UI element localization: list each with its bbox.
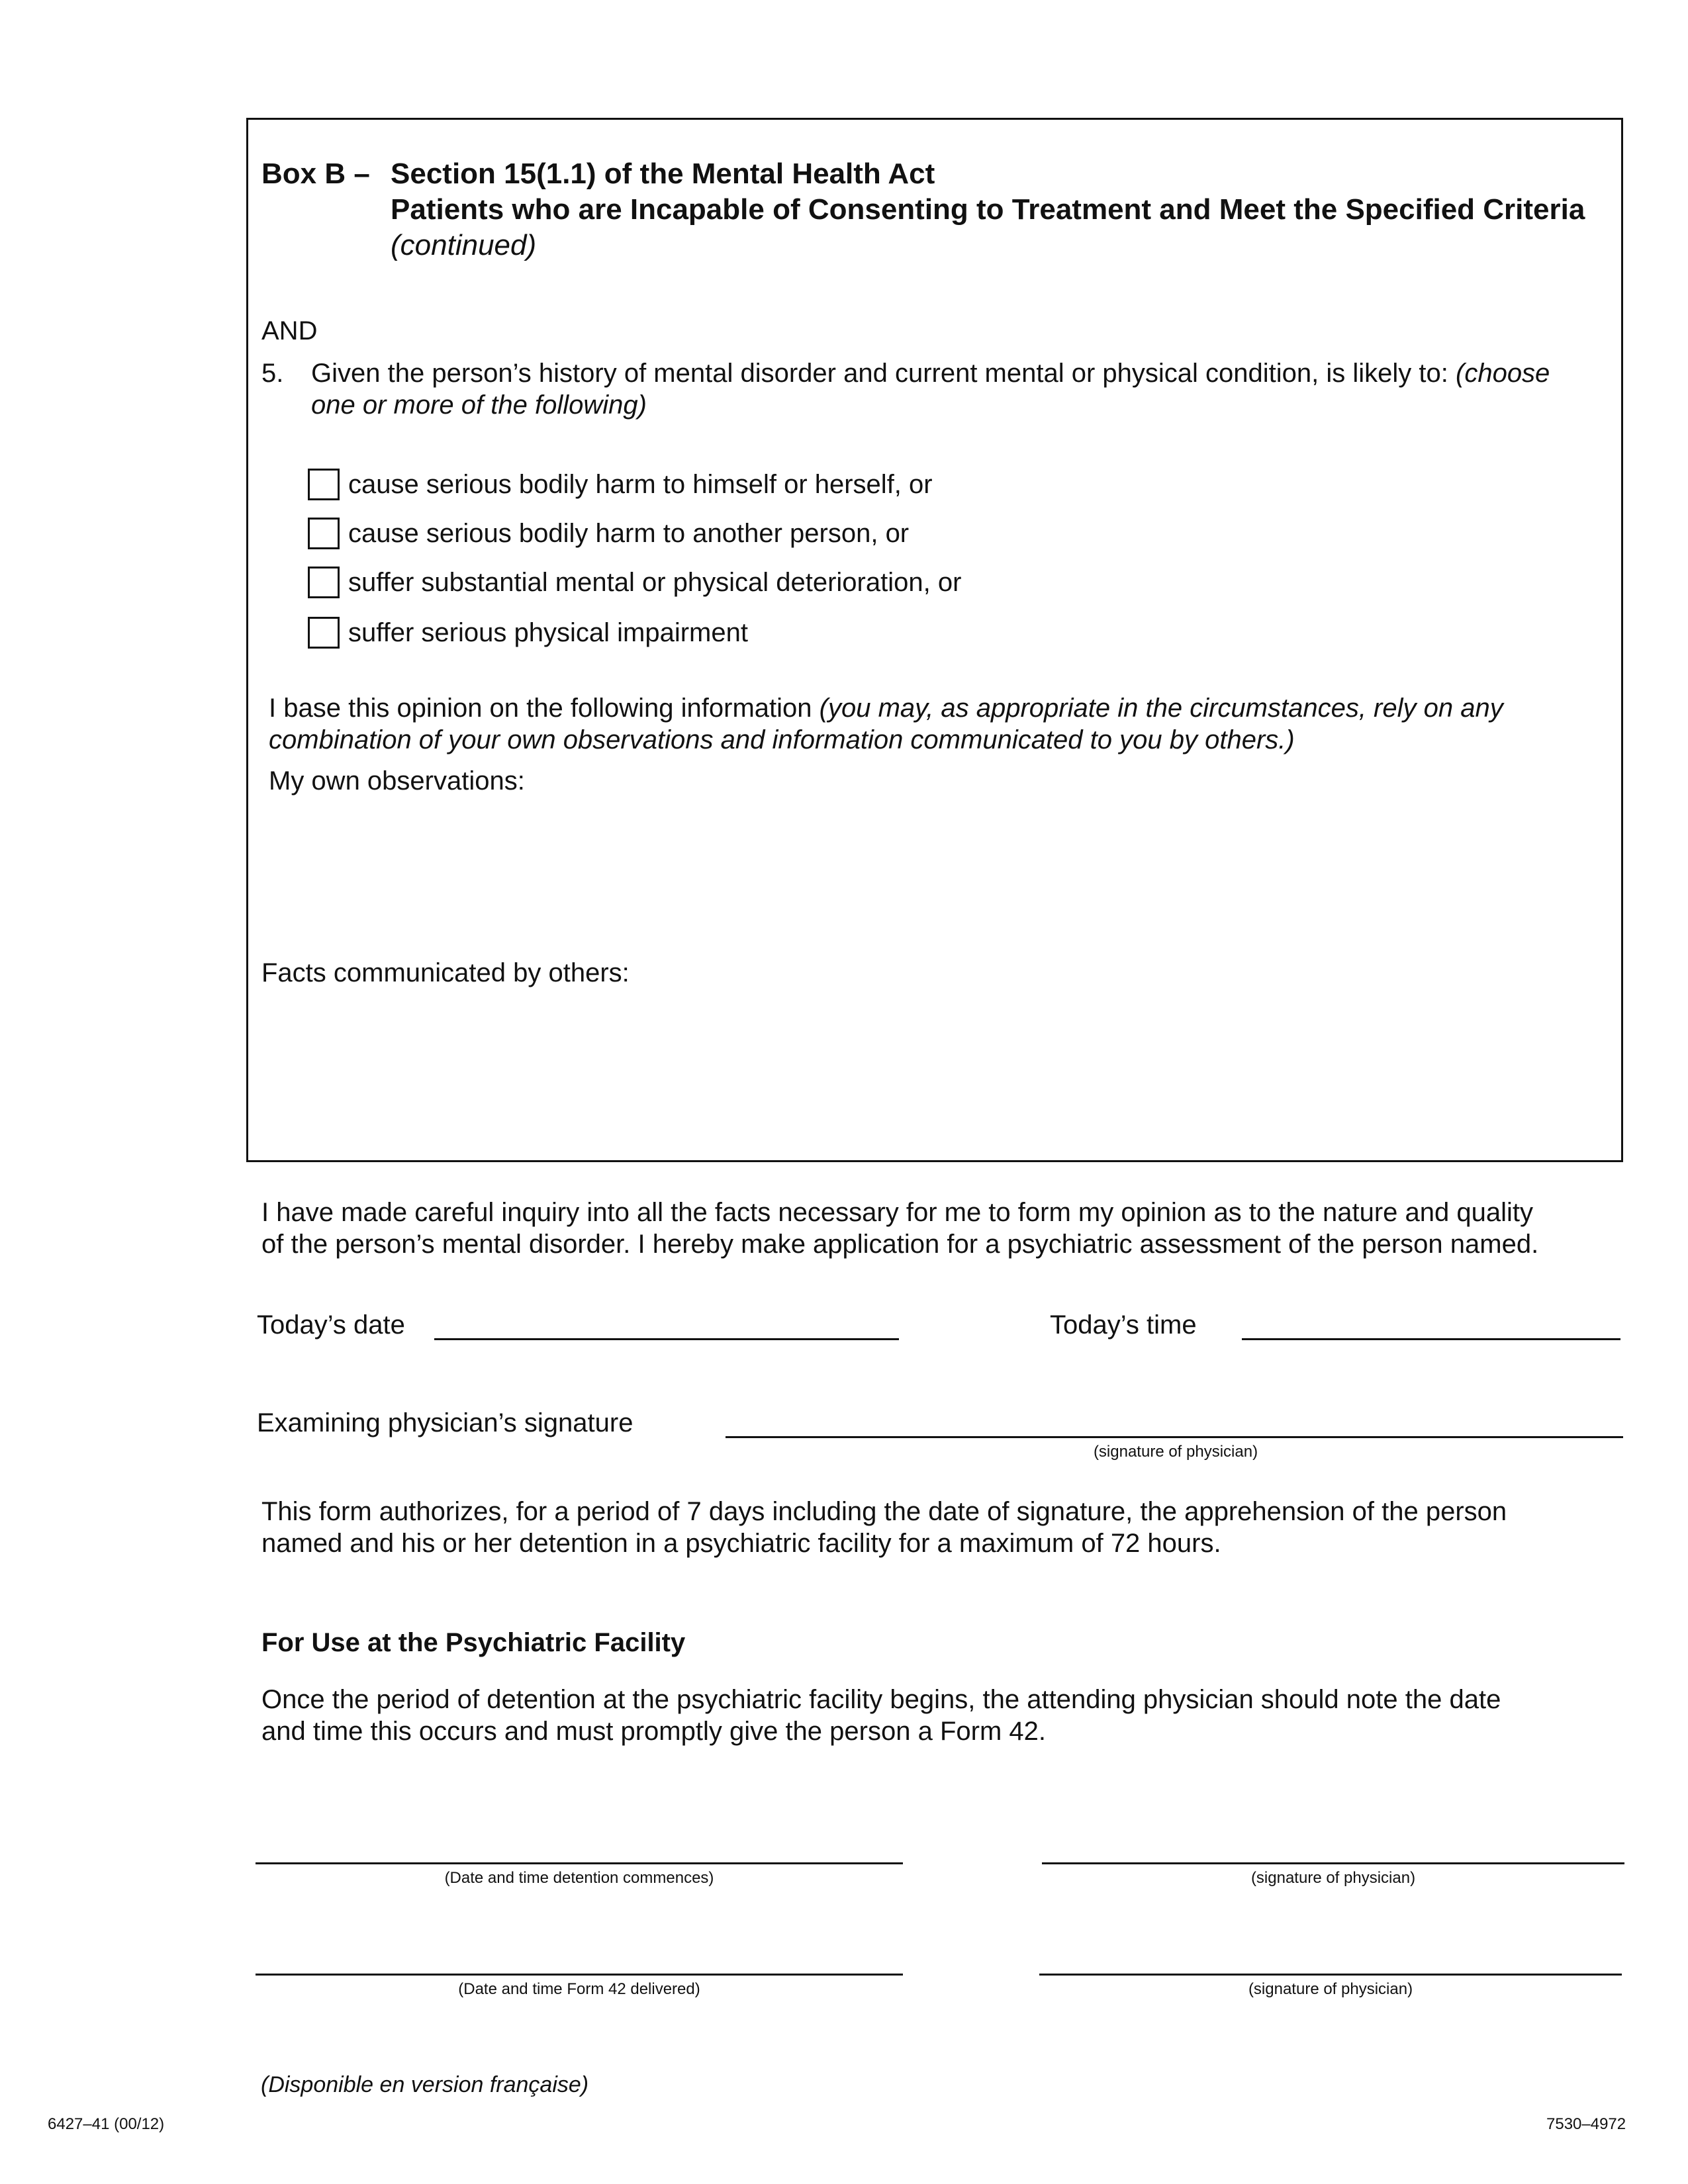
detention-commences-field[interactable] [256,1862,903,1864]
french-version-note: (Disponible en version française) [261,2072,589,2097]
box-b-label: Box B – [261,158,370,190]
own-observations-label: My own observations: [269,766,525,796]
signature-label: Examining physician’s signature [257,1408,633,1437]
option-harm-others-label: cause serious bodily harm to another person, or [348,519,910,548]
todays-date-field[interactable] [434,1338,899,1340]
signature-caption-2: (signature of physician) [1250,1869,1416,1887]
form42-delivered-field[interactable] [256,1974,903,1976]
authorization-line2: named and his or her detention in a psychiatric facility for a maximum of 72 hours. [261,1529,1221,1558]
box-b-title-continued: (continued) [391,229,537,261]
option-self-harm-checkbox[interactable] [308,469,340,500]
facility-heading: For Use at the Psychiatric Facility [261,1628,686,1657]
facts-area[interactable] [261,994,1592,1146]
facts-label: Facts communicated by others: [261,958,630,987]
form-code-right: 7530–4972 [1546,2115,1626,2133]
detention-commences-caption: (Date and time detention commences) [444,1869,714,1887]
todays-time-field[interactable] [1242,1338,1620,1340]
option-harm-others-checkbox[interactable] [308,518,340,549]
own-observations-area[interactable] [269,802,1593,948]
todays-date-label: Today’s date [257,1310,405,1340]
signature-caption: (signature of physician) [1093,1443,1258,1461]
basis-intro: I base this opinion on the following information [269,694,812,723]
declaration-line2: of the person’s mental disorder. I hereby make application for a psychiatric assessment of the person named. [261,1230,1539,1259]
facility-line2: and time this occurs and must promptly give the person a Form 42. [261,1717,1046,1746]
signature-field-3[interactable] [1039,1974,1622,1976]
option-physical-impairment-label: suffer serious physical impairment [348,618,748,647]
signature-caption-3: (signature of physician) [1248,1980,1413,1998]
basis-italic-part1: (you may, as appropriate in the circumstances, rely on any [819,694,1503,723]
and-label: AND [261,316,318,345]
authorization-line1: This form authorizes, for a period of 7 days including the date of signature, the apprehension of the person [261,1497,1507,1526]
item5-choose-part1: (choose [1456,359,1550,388]
box-b-title-line1: Section 15(1.1) of the Mental Health Act [391,158,935,190]
basis-line1 [269,692,1503,724]
declaration-line1: I have made careful inquiry into all the facts necessary for me to form my opinion as to the nature and quality [261,1198,1533,1227]
facility-line1: Once the period of detention at the psychiatric facility begins, the attending physician should note the date [261,1685,1501,1714]
option-deterioration-checkbox[interactable] [308,567,340,598]
item5-text: Given the person’s history of mental disorder and current mental or physical condition, is likely to: [311,359,1448,388]
form42-delivered-caption: (Date and time Form 42 delivered) [458,1980,700,1998]
option-self-harm-label: cause serious bodily harm to himself or herself, or [348,470,933,499]
item5-choose-part2: one or more of the following) [311,390,647,420]
item5-number: 5. [261,359,284,388]
option-deterioration-label: suffer substantial mental or physical deterioration, or [348,568,962,597]
box-b-title-line2: Patients who are Incapable of Consenting to Treatment and Meet the Specified Criteria [391,193,1585,226]
basis-italic-part2: combination of your own observations and information communicated to you by others.) [269,725,1295,754]
signature-field[interactable] [726,1436,1623,1438]
signature-field-2[interactable] [1042,1862,1624,1864]
todays-time-label: Today’s time [1050,1310,1197,1340]
option-physical-impairment-checkbox[interactable] [308,617,340,649]
item5-text-line1 [311,357,1550,389]
form-code-left: 6427–41 (00/12) [48,2115,165,2133]
